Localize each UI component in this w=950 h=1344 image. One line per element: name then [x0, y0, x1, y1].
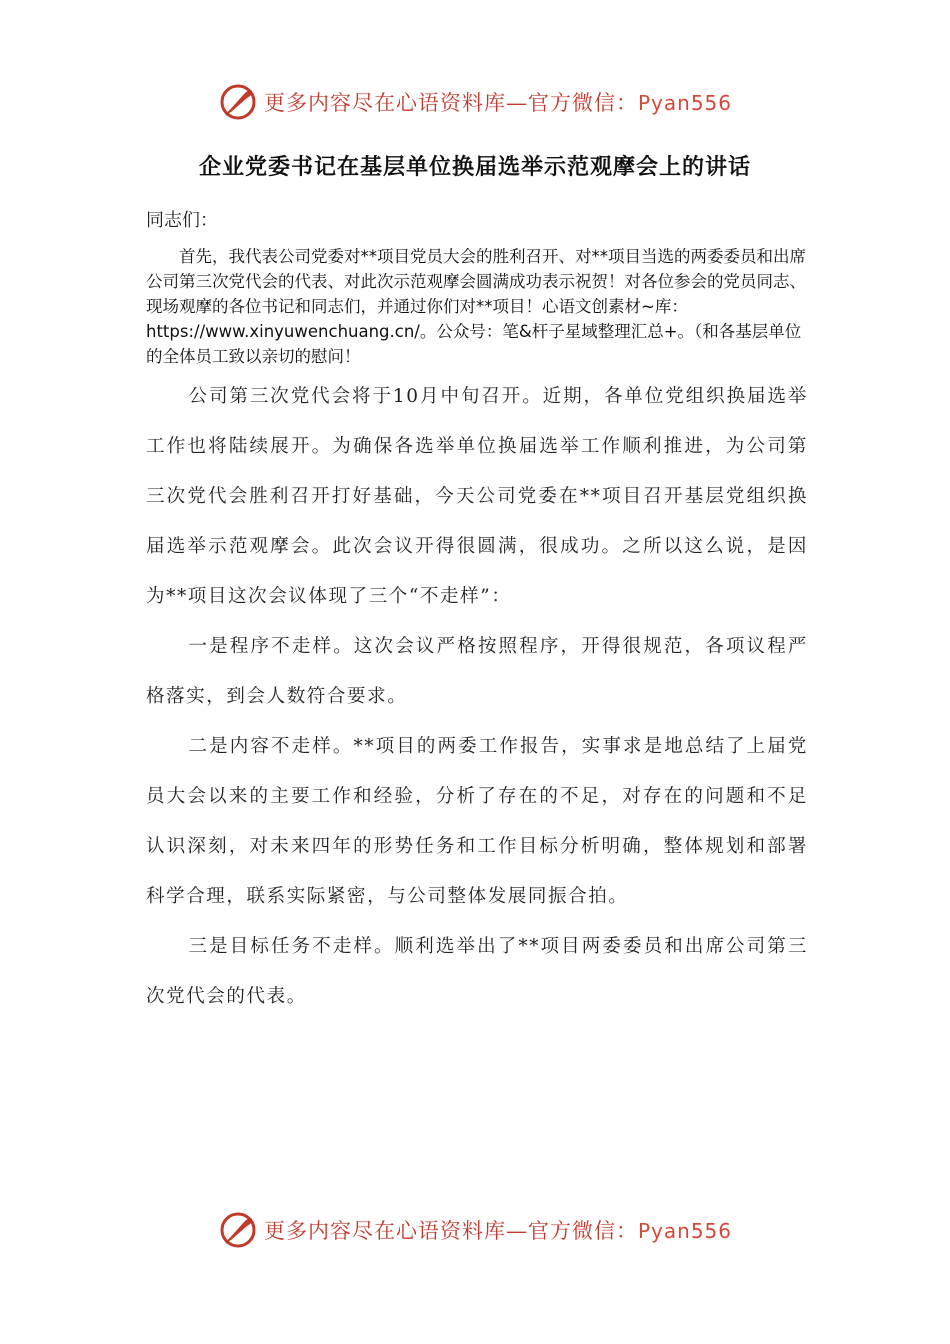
footer-banner: [0, 1208, 950, 1252]
body-paragraph: 二是内容不走样。**项目的两委工作报告，实事求是地总结了上届党员大会以来的主要工作和经验，分析了存在的不足，对存在的问题和不足认识深刻，对未来四年的形势任务和工作目标分析明确，整体规划和部署科学合理，联系实际紧密，与公司整体发展同振合拍。: [146, 736, 808, 907]
intro-paragraph: 首先，我代表公司党委对**项目党员大会的胜利召开、对**项目当选的两委委员和出席公司第三次党代会的代表、对此次示范观摩会圆满成功表示祝贺！对各位参会的党员同志、现场观摩的各位书记和同志们，并通过你们对**项目！心语文创素材~库：https://www.xinyuwenchuang.cn/。公众号：笔&杆子星域整理汇总+。（和各基层单位的全体员工致以亲切的慰问！: [146, 247, 806, 366]
banner-wechat-id: Pyan556: [637, 91, 732, 115]
banner-dash: —: [505, 1219, 528, 1243]
body-paragraph: 公司第三次党代会将于10月中旬召开。近期，各单位党组织换届选举工作也将陆续展开。为确保各选举单位换届选举工作顺利推进，为公司第三次党代会胜利召开打好基础，今天公司党委在**项目召开基层党组织换届选举示范观摩会。此次会议开得很圆满，很成功。之所以这么说，是因为**项目这次会议体现了三个“不走样”：: [146, 386, 808, 607]
document-body: [146, 372, 808, 1022]
body-paragraph: 三是目标任务不走样。顺利选举出了**项目两委委员和出席公司第三次党代会的代表。: [146, 936, 808, 1007]
banner-text: [264, 87, 732, 117]
document-title: 企业党委书记在基层单位换届选举示范观摩会上的讲话: [198, 155, 751, 180]
quill-pen-icon: [218, 82, 258, 122]
banner-wechat-id: Pyan556: [637, 1219, 732, 1243]
quill-pen-icon: [218, 1210, 258, 1250]
banner-dash: —: [505, 91, 528, 115]
banner-official-label: 官方微信：: [527, 91, 638, 115]
banner-slogan: 更多内容尽在心语资料库: [263, 1219, 506, 1243]
body-paragraph: 一是程序不走样。这次会议严格按照程序，开得很规范，各项议程严格落实，到会人数符合要求。: [146, 636, 808, 707]
banner-official-label: 官方微信：: [527, 1219, 638, 1243]
salutation: 同志们：: [146, 210, 218, 231]
banner-slogan: 更多内容尽在心语资料库: [263, 91, 506, 115]
banner-text: [264, 1215, 732, 1245]
header-banner: [0, 80, 950, 124]
